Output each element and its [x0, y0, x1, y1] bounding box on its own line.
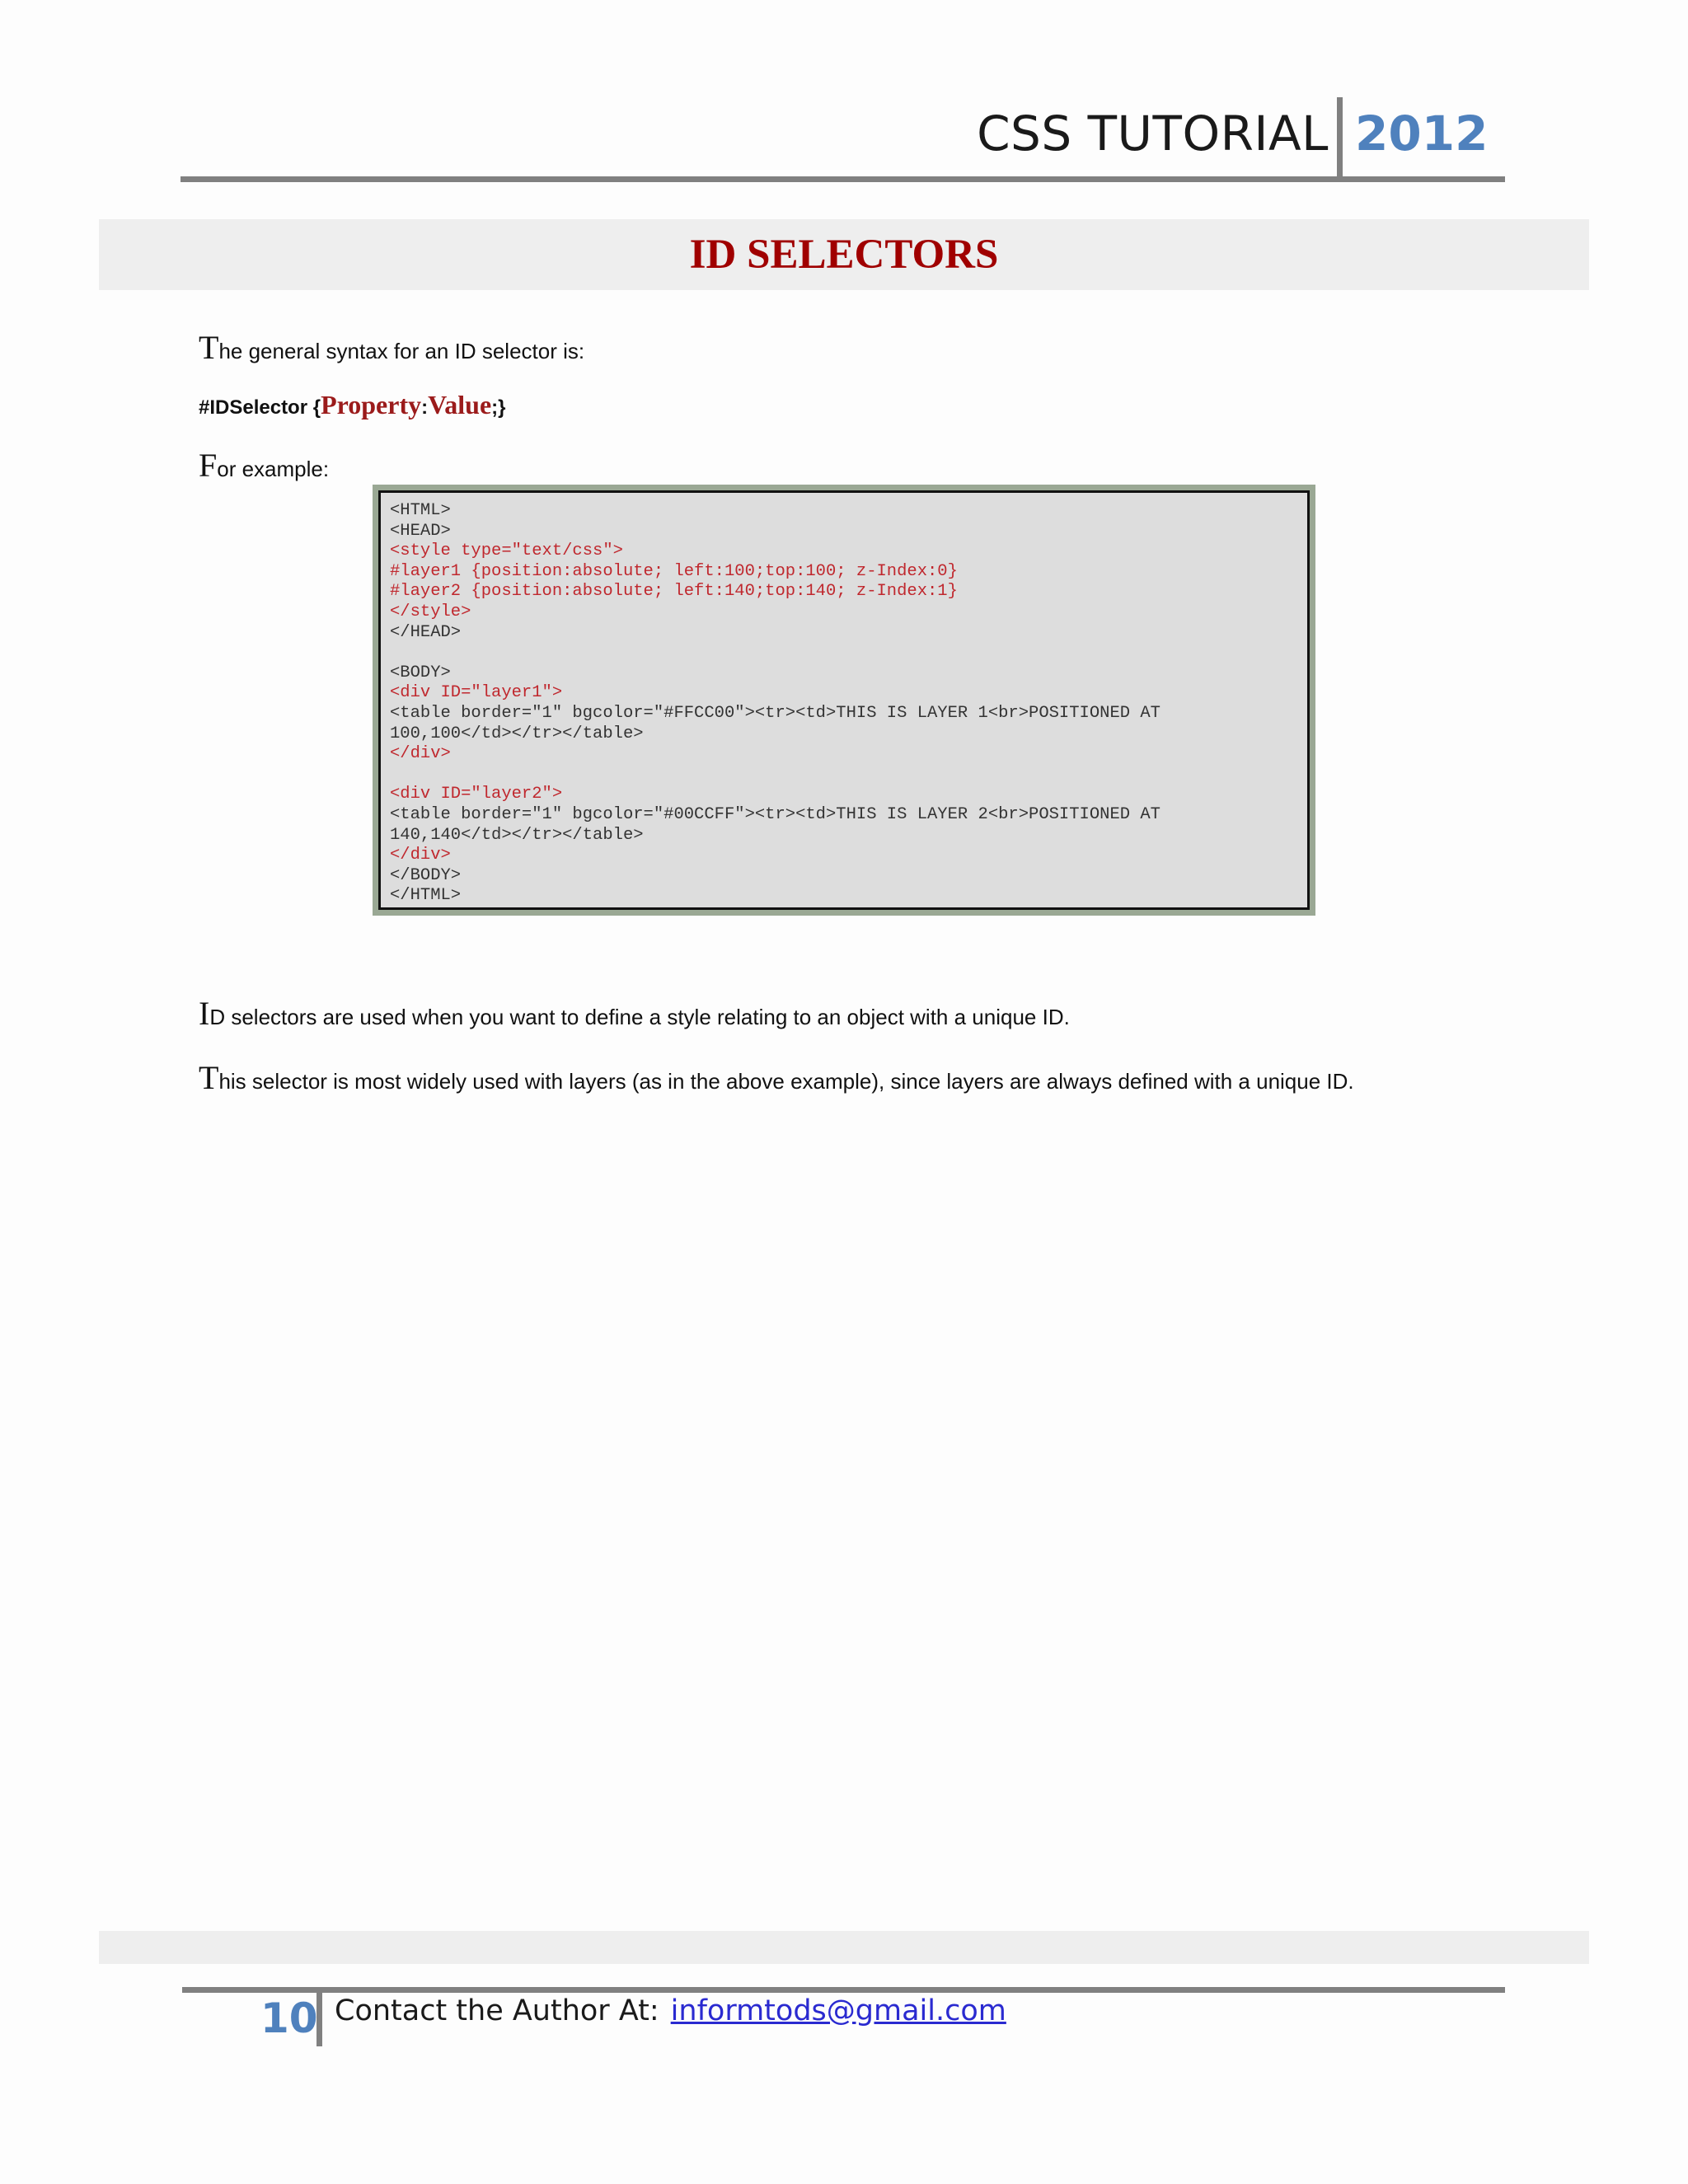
paragraph-layers	[199, 1058, 1354, 1097]
code-example-box	[373, 485, 1315, 916]
header-title: CSS TUTORIAL	[977, 105, 1329, 162]
example-label	[199, 446, 329, 485]
code-line	[390, 643, 1307, 663]
syntax-property: Property	[321, 390, 422, 419]
contact-label: Contact the Author At:	[335, 1994, 659, 2027]
code-line: </HEAD>	[390, 622, 462, 642]
code-line: <HEAD>	[390, 521, 451, 541]
header-rule	[181, 176, 1505, 182]
syntax-value: Value	[428, 390, 492, 419]
code-line	[390, 765, 1307, 785]
section-title-band	[99, 219, 1589, 290]
author-email-link[interactable]: informtods@gmail.com	[670, 1994, 1006, 2027]
code-line: #layer1 {position:absolute; left:100;top:100; z-Index:0}	[390, 561, 958, 581]
paragraph-text: his selector is most widely used with layers (as in the above example), since layers are always defined with a unique ID.	[218, 1069, 1354, 1094]
paragraph-dropcap: I	[199, 995, 210, 1032]
footer-contact	[335, 1994, 1006, 2027]
code-line: <table border="1" bgcolor="#00CCFF"><tr><td>THIS IS LAYER 2<br>POSITIONED AT	[390, 804, 1160, 824]
intro-paragraph	[199, 328, 584, 367]
page-number: 10	[260, 1994, 318, 2042]
syntax-open-brace: {	[312, 396, 321, 419]
paragraph-id-selectors	[199, 994, 1070, 1033]
paragraph-dropcap: T	[199, 1059, 219, 1096]
code-line: </HTML>	[390, 886, 462, 906]
code-line: </div>	[390, 846, 451, 865]
footer-rule	[182, 1987, 1505, 1993]
syntax-close: ;}	[491, 396, 506, 419]
intro-dropcap: T	[199, 329, 219, 366]
code-line: <style type="text/css">	[390, 541, 623, 561]
code-line: </style>	[390, 602, 471, 621]
footer-band	[99, 1931, 1589, 1964]
header-separator	[1337, 97, 1343, 180]
code-line: <BODY>	[390, 663, 451, 682]
code-line: 100,100</td></tr></table>	[390, 724, 644, 743]
syntax-prefix: #IDSelector	[199, 396, 308, 419]
code-line: <table border="1" bgcolor="#FFCC00"><tr><td>THIS IS LAYER 1<br>POSITIONED AT	[390, 703, 1160, 723]
code-line: </div>	[390, 744, 451, 764]
code-line: <div ID="layer2">	[390, 785, 563, 804]
example-text: or example:	[217, 457, 330, 481]
page-title: ID SELECTORS	[689, 232, 999, 278]
code-line: </BODY>	[390, 865, 462, 885]
code-line: 140,140</td></tr></table>	[390, 825, 644, 845]
code-line: <HTML>	[390, 501, 451, 520]
syntax-colon: :	[421, 396, 429, 419]
code-line: #layer2 {position:absolute; left:140;top:140; z-Index:1}	[390, 582, 958, 602]
example-dropcap: F	[199, 447, 218, 484]
header-year: 2012	[1355, 105, 1489, 162]
code-listing	[378, 490, 1310, 910]
syntax-line	[199, 390, 506, 420]
paragraph-text: D selectors are used when you want to define a style relating to an object with a unique ID.	[209, 1005, 1070, 1029]
code-line: <div ID="layer1">	[390, 683, 563, 703]
intro-text: he general syntax for an ID selector is:	[218, 339, 585, 363]
